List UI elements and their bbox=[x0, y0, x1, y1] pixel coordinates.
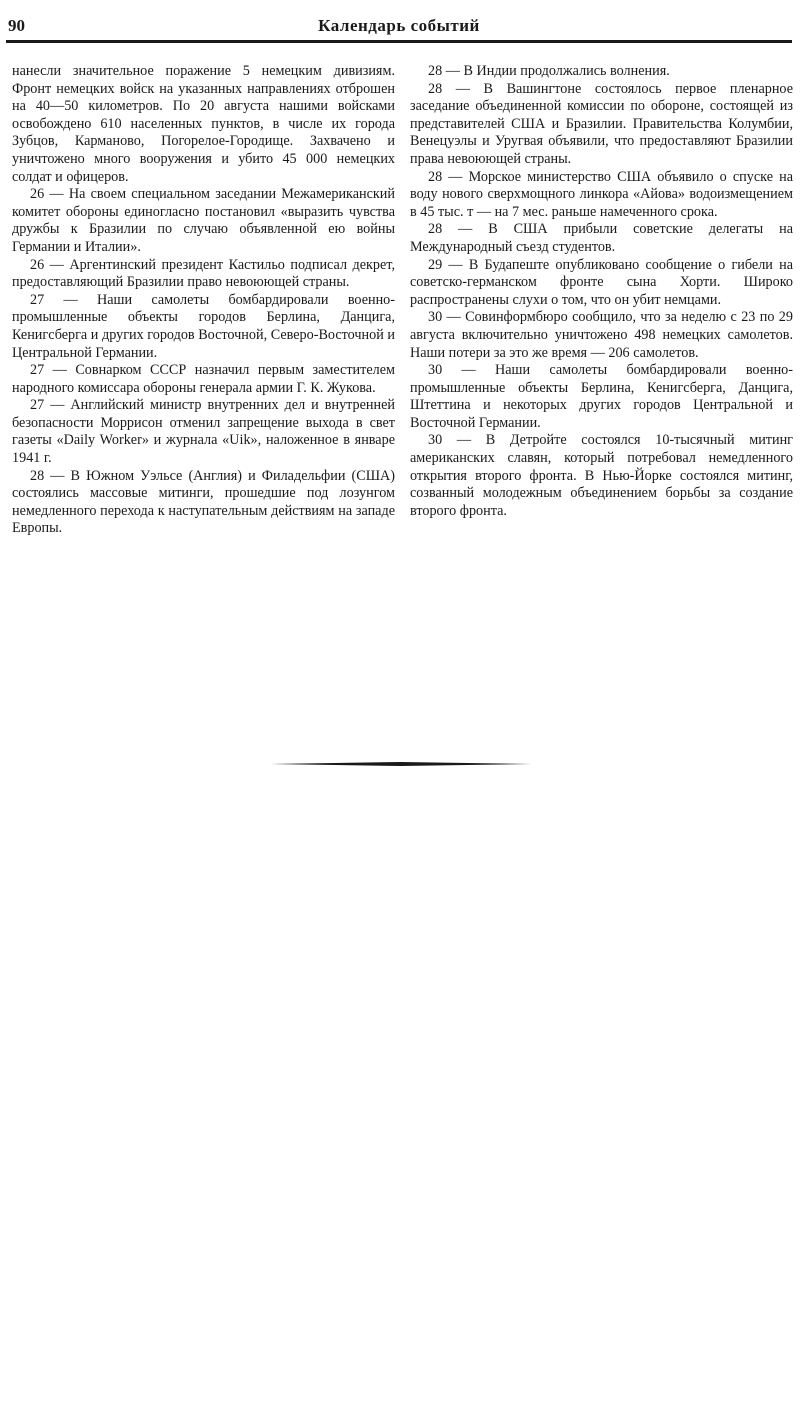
page-header bbox=[8, 14, 790, 36]
paragraph: 27 — Английский министр внутренних дел и внутренней безопасности Моррисон отменил запрещение выхода в свет газеты «Daily Worker» и журнала «Uik», наложенное в январе 1941 г. bbox=[12, 397, 395, 467]
paragraph: 26 — Аргентинский президент Кастильо подписал декрет, предоставляющий Бразилии право невоюющей страны. bbox=[12, 256, 395, 291]
paragraph: 27 — Наши самолеты бомбардировали военно-промышленные объекты городов Берлина, Данцига, Кенигсберга и других городов Восточной, Северо-Восточной и Центральной Германии. bbox=[12, 291, 395, 361]
header-rule bbox=[6, 40, 792, 43]
paragraph: 28 — В Вашингтоне состоялось первое пленарное заседание объединенной комиссии по обороне, состоящей из представителей США и Бразилии. Правительства Колумбии, Венецуэлы и Уругвая объявили, что предоставляют Бразилии права невоюющей страны. bbox=[410, 80, 793, 167]
paragraph: 28 — Морское министерство США объявило о спуске на воду нового сверхмощного линкора «Айова» водоизмещением в 45 тыс. т — на 7 мес. раньше намеченного срока. bbox=[410, 168, 793, 220]
paragraph: нанесли значительное поражение 5 немецким дивизиям. Фронт немецких войск на указанных направлениях отброшен на 40—50 километров. По 20 августа нашими войсками освобождено 610 населенных пунктов, в числе их города Зубцов, Карманово, Погорелое-Городище. Захвачено и уничтожено много вооружения и убито 45 000 немецких солдат и офицеров. bbox=[12, 63, 395, 185]
paragraph: 30 — В Детройте состоялся 10-тысячный митинг американских славян, который потребовал немедленного открытия второго фронта. В Нью-Йорке состоялся митинг, созванный молодежным объединением борьбы за создание второго фронта. bbox=[410, 432, 793, 519]
end-ornament-rule bbox=[270, 762, 532, 766]
paragraph: 27 — Совнарком СССР назначил первым заместителем народного комиссара обороны генерала армии Г. К. Жукова. bbox=[12, 362, 395, 396]
paragraph: 30 — Совинформбюро сообщило, что за неделю с 23 по 29 августа включительно уничтожено 498 немецких самолетов. Наши потери за это же время — 206 самолетов. bbox=[410, 309, 793, 361]
paragraph: 28 — В США прибыли советские делегаты на Международный съезд студентов. bbox=[410, 221, 793, 255]
paragraph: 28 — В Индии продолжались волнения. bbox=[428, 63, 670, 79]
paragraph: 26 — На своем специальном заседании Межамериканский комитет обороны единогласно постановил «выразить чувства дружбы к Бразилии по случаю объявленной ею войны Германии и Италии». bbox=[12, 186, 395, 255]
page-number: 90 bbox=[8, 16, 25, 35]
right-column bbox=[410, 63, 793, 520]
paragraph: 28 — В Южном Уэльсе (Англия) и Филадельфии (США) состоялись массовые митинги, прошедшие под лозунгом немедленного перехода к наступательным действиям на западе Европы. bbox=[12, 467, 395, 537]
paragraph: 30 — Наши самолеты бомбардировали военно-промышленные объекты Берлина, Кенигсберга, Данцига, Штеттина и некоторых других городов Центральной и Восточной Германии. bbox=[410, 362, 793, 431]
left-column bbox=[12, 63, 395, 538]
running-title: Календарь событий bbox=[318, 16, 480, 35]
paragraph: 29 — В Будапеште опубликовано сообщение о гибели на советско-германском фронте сына Хорти. Широко распространены слухи о том, что он убит немцами. bbox=[410, 256, 793, 308]
